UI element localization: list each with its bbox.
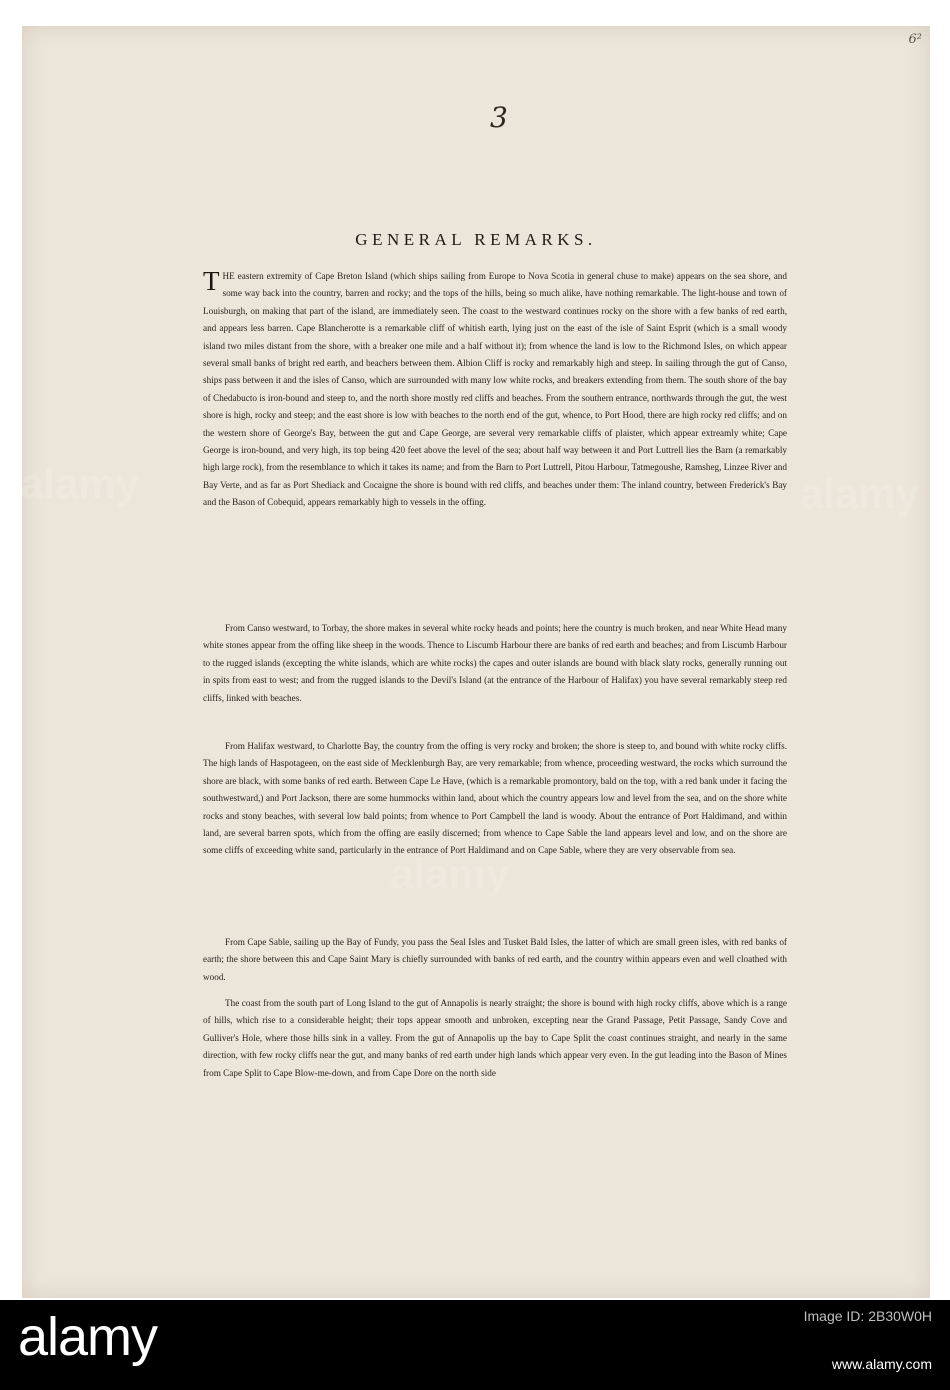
document-page [22, 26, 930, 1298]
site-url[interactable]: www.alamy.com [831, 1356, 932, 1372]
paragraph-1 [203, 268, 787, 512]
alamy-logo[interactable]: alamy [18, 1307, 158, 1367]
paragraph-1-text: HE eastern extremity of Cape Breton Island (which ships sailing from Europe to Nova Scotia in general chuse to make) appears on the sea shore, and some way back into the country, barren and rocky; and the tops of the hills, being so much alike, have nothing remarkable. The light-house and town of Louisburgh, on making that part of the island, are immediately seen. The coast to the westward continues rocky on the shore with a few banks of red earth, and appears less barren. Cape Blancherotte is a remarkable cliff of whitish earth, lying just on the east of the isle of Saint Esprit (which is a small woody island two miles distant from the shore, with a breaker one mile and a half without it); from whence the land is low to the Richmond Isles, on which appear several small banks of bright red earth, and beachers between them. Albion Cliff is rocky and remarkably high and steep. In sailing through the gut of Canso, ships pass between it and the isles of Canso, which are surrounded with many low white rocks, and breakers extending from them. The south shore of the bay of Chedabucto is iron-bound and steep to, and the north shore mostly red cliffs and beaches. From the southern entrance, northwards through the gut, the west shore is high, rocky and steep; and the east shore is low with beaches to the north end of the gut, whence, to Port Hood, there are high rocky red cliffs; and on the western shore of George's Bay, between the gut and Cape George, are several very remarkable cliffs of plaister, which appear extreamly white; Cape George is iron-bound, and very high, its top being 420 feet above the level of the sea; about half way between it and Port Luttrell lies the Barn (a remarkably high large rock), from the resemblance to which it takes its name; and from the Barn to Port Luttrell, Pitou Harbour, Tatmegoushe, Ramsheg, Linzee River and Bay Verte, and as far as Port Shediack and Cocaigne the shore is bound with red cliffs, and beaches under them: The inland country, between Frederick's Bay and the Bason of Cobequid, appears remarkably high to vessels in the offing. [203, 271, 787, 508]
paragraph-2: From Canso westward, to Torbay, the shore makes in several white rocky heads and points; here the country is much broken, and near White Head many white stones appear from the offing like sheep in the woods. Thence to Liscumb Harbour there are banks of red earth and beaches; and from Liscumb Harbour to the rugged islands (excepting the white islands, which are white rocks) the capes and outer islands are bound with black slaty rocks, generally running out in spits from east to west; and from the rugged islands to the Devil's Island (at the entrance of the Harbour of Halifax) you have several remarkably steep red cliffs, linked with beaches. [203, 623, 787, 703]
dropcap-letter: T [203, 266, 220, 296]
paragraph-4: From Cape Sable, sailing up the Bay of Fundy, you pass the Seal Isles and Tusket Bald Isles, the latter of which are small green isles, with red banks of earth; the shore between this and Cape Saint Mary is chiefly surrounded with banks of red earth, and the country within appears even and well cloathed with wood. [203, 937, 787, 982]
image-id-label: Image ID: 2B30W0H [803, 1308, 932, 1324]
paragraph-3: From Halifax westward, to Charlotte Bay, the country from the offing is very rocky and broken; the shore is steep to, and bound with white rocky cliffs. The high lands of Haspotageen, on the east side of Mecklenburgh Bay, are very remarkable; from whence, proceeding westward, the rocks which surround the shore are black, with some banks of red earth. Between Cape Le Have, (which is a remarkable promontory, bald on the top, with a red bank under it facing the southwestward,) and Port Jackson, there are some hummocks within land, about which the country appears low and level from the sea, and on the shore white rocks and stony beaches, with several low bald points; from whence to Port Campbell the land is woody. About the entrance of Port Haldimand, and within land, are several barren spots, which from the offing are easily discerned; from whence to Cape Sable the land appears level and low, and on the shore are some cliffs of exceeding white sand, particularly in the entrance of Port Haldimand and on Cape Sable, where they are very observable from sea. [203, 741, 787, 856]
document-title: GENERAL REMARKS. [355, 230, 597, 249]
paragraph-5: The coast from the south part of Long Island to the gut of Annapolis is nearly straight; the shore is bound with high rocky cliffs, above which is a range of hills, which rise to a considerable height; their tops appear smooth and unbroken, excepting near the Grand Passage, Petit Passage, Sandy Cove and Gulliver's Hole, where those hills sink in a valley. From the gut of Annapolis up the bay to Cape Split the coast continues straight, and nearly in the same direction, with few rocky cliffs near the gut, and many banks of red earth under high lands which appear very even. In the gut leading into the Bason of Mines from Cape Split to Cape Blow-me-down, and from Cape Dore on the north side [203, 998, 787, 1078]
handwritten-corner-note: 6² [908, 32, 922, 47]
handwritten-page-number: 3 [490, 101, 508, 134]
